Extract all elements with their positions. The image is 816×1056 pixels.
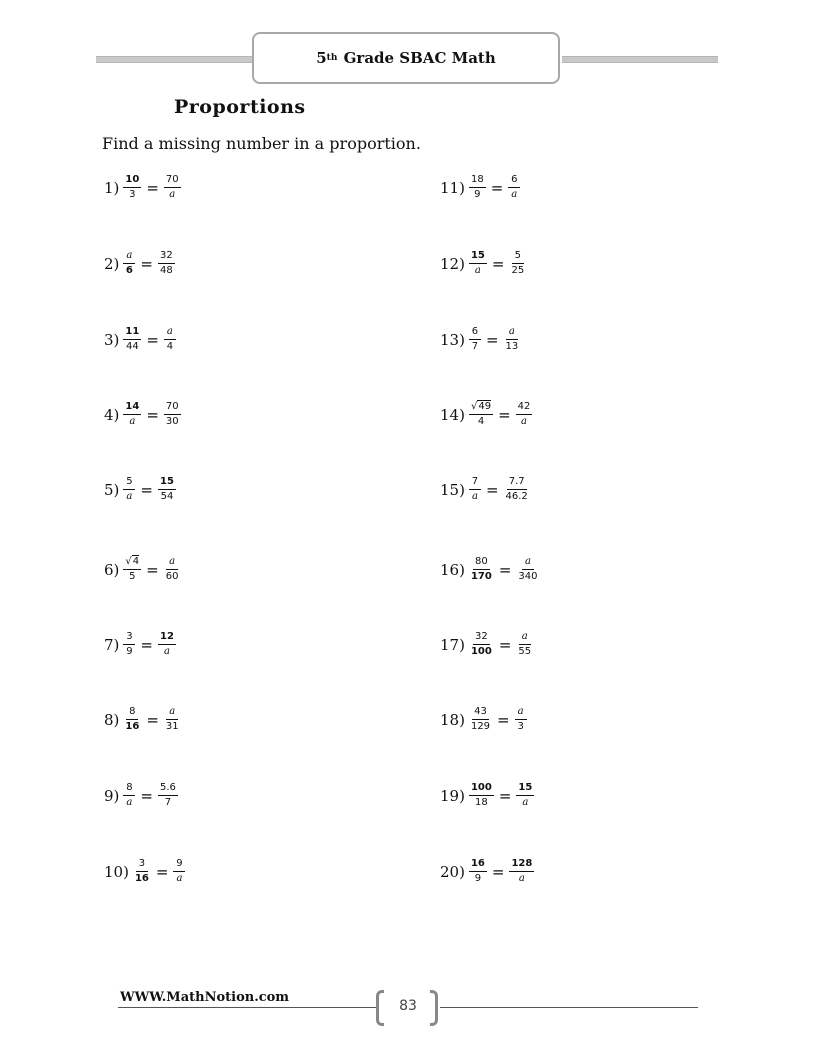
left-fraction [132,858,152,885]
header-rule-right [562,56,718,63]
problem-10 [104,858,186,885]
right-fraction [163,706,182,733]
numerator: 43 [472,706,489,720]
denominator: 7 [164,797,172,808]
right-fraction [163,401,182,428]
denominator: a [518,873,525,884]
page-title: Proportions [174,96,306,118]
radicand: 49 [478,401,492,412]
numerator: 15 [469,250,487,264]
left-fraction [468,631,495,658]
problem-16 [440,556,541,583]
problem-number: 13) [440,330,465,349]
right-fraction [157,476,177,503]
numerator: 15 [158,476,176,490]
header-grade-num: 5 [316,49,327,67]
radicand: 4 [132,556,140,567]
numerator: 5 [123,476,135,490]
problem-2 [104,250,176,277]
numerator: 128 [509,858,534,872]
problem-number: 12) [440,254,465,273]
problem-18 [440,706,528,733]
numerator: 14 [123,401,141,415]
denominator: 31 [165,721,179,732]
problem-4 [104,401,182,428]
numerator [469,401,493,415]
right-fraction [515,556,540,583]
problem-number: 17) [440,635,465,654]
denominator: 5 [129,571,136,582]
equals-sign: = [490,178,504,197]
numerator: 5.6 [158,782,178,796]
numerator: 18 [469,174,486,188]
problem-number: 14) [440,405,465,424]
equals-sign: = [146,405,159,424]
problem-number: 2) [104,254,120,273]
denominator: 44 [126,341,139,352]
left-fraction [468,556,495,583]
page-bracket-left [376,990,384,1026]
denominator: 3 [129,189,136,200]
numerator: 7 [469,476,481,490]
problem-12 [440,250,527,277]
denominator: 16 [125,721,140,732]
numerator: a [123,250,135,264]
problem-number: 18) [440,710,465,729]
numerator: 9 [173,858,185,872]
left-fraction [122,631,136,658]
numerator: a [506,326,518,340]
denominator: 170 [470,571,492,582]
denominator: a [522,797,529,808]
numerator: 6 [469,326,481,340]
denominator: 4 [166,341,174,352]
header-title: Grade SBAC Math [343,49,496,67]
problem-number: 8) [104,710,120,729]
right-fraction [508,250,527,277]
right-fraction [507,174,521,201]
numerator: 8 [123,782,135,796]
denominator: 9 [126,646,133,657]
denominator: 3 [517,721,524,732]
right-fraction [163,556,182,583]
problem-number: 19) [440,786,465,805]
right-fraction [163,326,177,353]
left-fraction [122,250,136,277]
numerator: a [164,326,176,340]
denominator: 340 [518,571,538,582]
numerator: 32 [473,631,490,645]
numerator: 6 [508,174,520,188]
header-grade-sup: th [326,53,338,63]
numerator: 3 [136,858,148,872]
problem-8 [104,706,182,733]
denominator: 54 [160,491,174,502]
equals-sign: = [497,710,510,729]
numerator: 15 [516,782,534,796]
problem-5 [104,476,177,503]
denominator: a [129,416,136,427]
instructions: Find a missing number in a proportion. [102,134,421,153]
footer-rule-right [440,1007,698,1008]
numerator: 7.7 [507,476,527,490]
problem-number: 1) [104,178,120,197]
equals-sign: = [485,330,499,349]
problem-number: 20) [440,862,465,881]
equals-sign: = [498,786,512,805]
left-fraction [468,858,488,885]
footer-website: WWW.MathNotion.com [120,990,290,1005]
left-fraction [122,706,142,733]
problem-number: 7) [104,635,120,654]
equals-sign: = [146,178,159,197]
denominator: 30 [165,416,179,427]
denominator: 60 [165,571,179,582]
denominator: a [511,189,518,200]
left-fraction [122,326,142,353]
problem-number: 3) [104,330,120,349]
numerator: 12 [158,631,176,645]
numerator: 80 [473,556,490,570]
left-fraction [468,706,493,733]
denominator: 6 [125,265,133,276]
problem-14 [440,401,533,428]
equals-sign: = [146,560,159,579]
left-fraction [122,476,136,503]
left-fraction [468,476,482,503]
right-fraction [503,476,531,503]
problem-number: 6) [104,560,120,579]
numerator: 3 [123,631,135,645]
left-fraction [122,174,142,201]
denominator: 16 [134,873,149,884]
problem-number: 4) [104,405,120,424]
equals-sign: = [140,786,153,805]
denominator: 9 [474,873,482,884]
equals-sign: = [140,254,153,273]
equals-sign: = [491,862,505,881]
denominator: a [471,491,478,502]
numerator: 10 [123,174,141,188]
page-bracket-right [430,990,438,1026]
left-fraction [468,401,494,428]
right-fraction [157,631,177,658]
equals-sign: = [140,635,153,654]
right-fraction [515,631,534,658]
left-fraction [468,326,482,353]
header-rule-left [96,56,252,63]
equals-sign: = [498,560,512,579]
numerator: a [519,631,531,645]
problem-3 [104,326,177,353]
left-fraction [122,782,136,809]
denominator: 25 [511,265,525,276]
denominator: a [169,189,176,200]
denominator: 48 [159,265,173,276]
numerator: 16 [469,858,487,872]
problem-number: 9) [104,786,120,805]
denominator: 55 [518,646,532,657]
denominator: 46.2 [505,491,528,502]
numerator: a [522,556,534,570]
equals-sign: = [498,405,511,424]
sqrt-symbol: √ [125,556,132,567]
problem-number: 15) [440,480,465,499]
problem-11 [440,174,521,201]
left-fraction [122,556,142,583]
equals-sign: = [155,862,169,881]
problem-7 [104,631,177,658]
equals-sign: = [491,254,505,273]
header-box [252,32,560,84]
problem-13 [440,326,521,353]
equals-sign: = [498,635,512,654]
equals-sign: = [146,330,159,349]
denominator: a [474,265,481,276]
sqrt-expression [471,400,491,412]
problem-number: 16) [440,560,465,579]
denominator: a [521,416,527,427]
right-fraction [503,326,522,353]
right-fraction [157,782,179,809]
numerator: 70 [164,174,181,188]
numerator: 11 [123,326,141,340]
numerator: 8 [126,706,138,720]
right-fraction [515,401,534,428]
denominator: a [126,491,133,502]
equals-sign: = [140,480,153,499]
problem-number: 11) [440,178,465,197]
numerator: 5 [512,250,524,264]
right-fraction [157,250,176,277]
footer-rule-left [118,1007,376,1008]
left-fraction [468,174,487,201]
numerator [123,556,141,570]
numerator: 42 [516,401,533,415]
problem-6 [104,556,181,583]
problem-number: 5) [104,480,120,499]
problem-19 [440,782,535,809]
denominator: a [176,873,183,884]
problem-1 [104,174,182,201]
denominator: 18 [475,797,488,808]
left-fraction [122,401,142,428]
sqrt-expression [125,555,139,567]
problem-9 [104,782,179,809]
numerator: 70 [164,401,181,415]
denominator: a [163,646,170,657]
problem-20 [440,858,535,885]
numerator: a [515,706,527,720]
equals-sign: = [485,480,499,499]
page-number: 83 [399,998,417,1014]
left-fraction [468,782,495,809]
equals-sign: = [146,710,159,729]
numerator: 32 [158,250,175,264]
denominator: 9 [474,189,481,200]
denominator: 4 [477,416,485,427]
denominator: 129 [470,721,491,732]
numerator: 100 [469,782,494,796]
problem-number: 10) [104,862,129,881]
right-fraction [163,174,182,201]
numerator: a [166,556,178,570]
right-fraction [514,706,528,733]
sqrt-symbol: √ [470,401,478,412]
numerator: a [166,706,178,720]
right-fraction [172,858,186,885]
problem-17 [440,631,534,658]
problem-15 [440,476,531,503]
denominator: a [126,797,133,808]
right-fraction [508,858,535,885]
left-fraction [468,250,488,277]
right-fraction [515,782,535,809]
denominator: 100 [470,646,492,657]
denominator: 13 [505,341,519,352]
denominator: 7 [471,341,479,352]
